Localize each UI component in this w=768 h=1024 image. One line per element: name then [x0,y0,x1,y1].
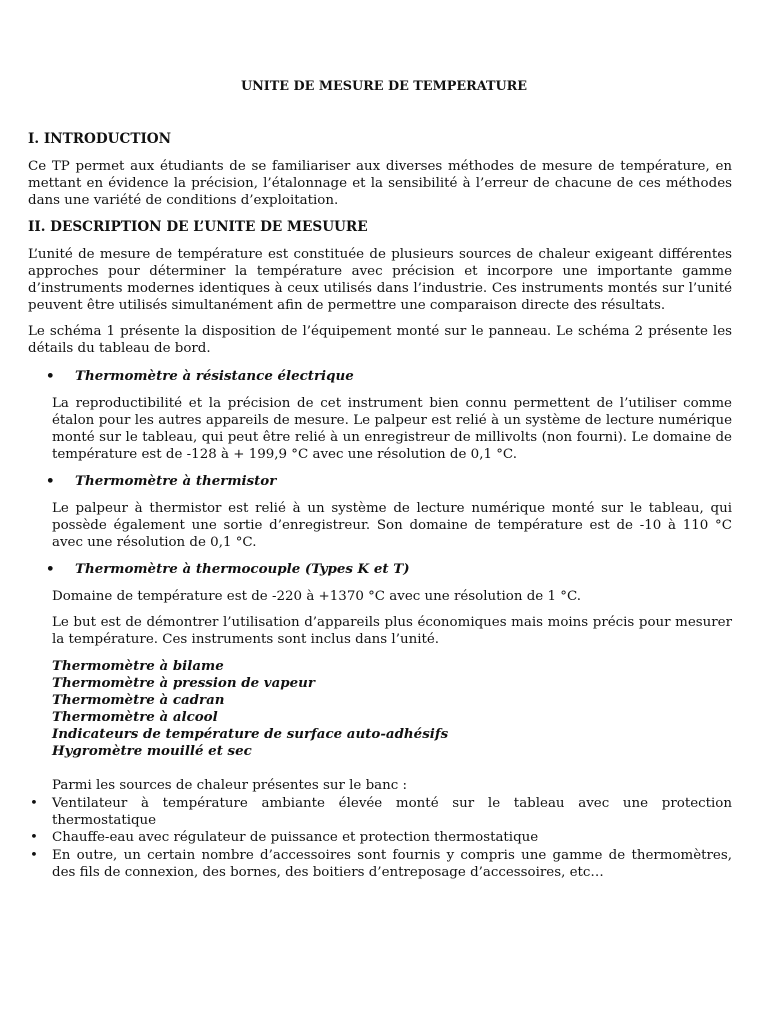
list-item [28,795,732,829]
document-title: UNITE DE MESURE DE TEMPERATURE [240,79,528,94]
list-item: Thermomètre à alcool [52,709,218,725]
instrument-heading-thermistor [46,473,276,490]
heat-sources-intro: Parmi les sources de chaleur présentes sur le banc : [52,778,408,793]
list-item [28,829,732,846]
instrument-list [52,658,732,760]
bullet-icon: • [46,368,55,384]
instrument-heading-label: Thermomètre à thermocouple (Types K et T) [75,561,410,577]
introduction-paragraph: Ce TP permet aux étudiants de se familiariser aux diverses méthodes de mesure de température, en mettant en évidence la précision, l’étalonnage et la sensibilité à l’erreur de chacune de ces méthodes dans une variété de conditions d’exploitation. [28,159,732,208]
list-item: Thermomètre à bilame [52,658,224,674]
bullet-icon: • [30,830,38,845]
bullet-icon: • [46,561,55,577]
section-heading-description: II. DESCRIPTION DE L’UNITE DE MESUURE [28,219,368,235]
list-item-text: Chauffe-eau avec régulateur de puissance et protection thermostatique [52,830,539,845]
instrument-heading-resistance [46,368,354,385]
instrument-heading-label: Thermomètre à thermistor [75,473,277,489]
description-paragraph: L’unité de mesure de température est constituée de plusieurs sources de chaleur exigeant différentes approches pour déterminer la température avec précision et incorpore une importante gamme d’instruments modernes identiques à ceux utilisés dans l’industrie. Ces instruments montés sur l’unité peuvent être utilisés simultanément afin de permettre une comparaison directe des résultats. [28,247,732,313]
bullet-icon: • [30,796,38,811]
instrument-heading-thermocouple [46,561,410,578]
instrument-description-resistance: La reproductibilité et la précision de cet instrument bien connu permettent de l’utiliser comme étalon pour les autres appareils de mesure. Le palpeur est relié à un système de lecture numérique monté sur le tableau, qui peut être relié à un enregistreur de millivolts (non fourni). Le domaine de température est de -128 à + 199,9 °C avec une résolution de 0,1 °C. [52,396,732,462]
instrument-description-thermocouple: Domaine de température est de -220 à +1370 °C avec une résolution de 1 °C. [52,589,581,604]
list-item [28,847,732,881]
list-item: Thermomètre à pression de vapeur [52,675,315,691]
list-item-text: Ventilateur à température ambiante élevée monté sur le tableau avec une protection thermostatique [52,796,732,828]
instrument-description-thermistor: Le palpeur à thermistor est relié à un système de lecture numérique monté sur le tableau, qui possède également une sortie d’enregistreur. Son domaine de température est de -10 à 110 °C avec une résolution de 0,1 °C. [52,501,732,550]
bullet-icon: • [30,848,38,863]
section-heading-introduction: I. INTRODUCTION [28,131,172,147]
instrument-heading-label: Thermomètre à résistance électrique [75,368,354,384]
list-item-text: En outre, un certain nombre d’accessoires sont fournis y compris une gamme de thermomètres, des fils de connexion, des bornes, des boitiers d’entreposage d’accessoires, etc… [52,848,732,880]
list-item: Hygromètre mouillé et sec [52,743,252,759]
schema-paragraph: Le schéma 1 présente la disposition de l’équipement monté sur le panneau. Le schéma 2 présente les détails du tableau de bord. [28,324,732,356]
economical-instruments-paragraph: Le but est de démontrer l’utilisation d’appareils plus économiques mais moins précis pour mesurer la température. Ces instruments sont inclus dans l’unité. [52,615,732,647]
list-item: Thermomètre à cadran [52,692,225,708]
list-item: Indicateurs de température de surface auto-adhésifs [52,726,449,742]
bullet-icon: • [46,473,55,489]
